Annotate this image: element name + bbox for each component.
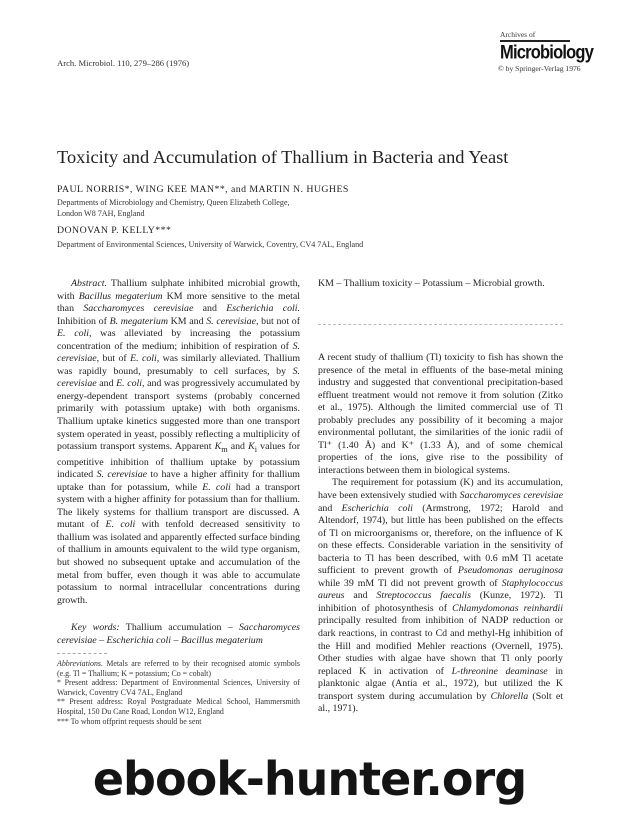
affiliation-1-line: Departments of Microbiology and Chemistry, Queen Elizabeth College, xyxy=(57,198,290,207)
author-list-2: DONOVAN P. KELLY*** xyxy=(57,225,172,236)
article-title: Toxicity and Accumulation of Thallium in Bacteria and Yeast xyxy=(57,147,509,167)
section-divider xyxy=(318,324,563,325)
journal-logo xyxy=(498,30,594,73)
keywords-continued: KM – Thallium toxicity – Potassium – Microbial growth. xyxy=(318,278,545,289)
footnote-abbreviations: Abbreviations. Metals are referred to by their recognised atomic symbols (e.g. Tl = Thallium; K = potassium; Co = cobalt) xyxy=(57,659,300,678)
footnote-2: ** Present address: Royal Postgraduate Medical School, Hammersmith Hospital, 150 Du Cane Road, London W12, England xyxy=(57,697,300,716)
footnote-3: *** To whom offprint requests should be sent xyxy=(57,716,202,726)
journal-reference: Arch. Microbiol. 110, 279–286 (1976) xyxy=(57,58,190,68)
logo-archives-text: Archives of xyxy=(500,30,536,39)
affiliation-2: Department of Environmental Sciences, University of Warwick, Coventry, CV4 7AL, England xyxy=(57,240,364,249)
keywords: Key words: Thallium accumulation – Saccharomyces cerevisiae – Escherichia coli – Bacillus megaterium xyxy=(57,622,301,646)
intro-paragraph-1: A recent study of thallium (Tl) toxicity to fish has shown the presence of the metal in effluents of the base-metal mining industry and suggested that conventional precipitation-based effluent treatment would not remove it from solution (Zitko et al., 1975). Although the limited commercial use of Tl probably precludes any possibility of it becoming a major environmental pollutant, the similarities of the ionic radii of Tl⁺ (1.40 Å) and K⁺ (1.33 Å), and of some chemical properties of the ions, give rise to the possibility of interactions between them in biological systems. xyxy=(318,352,563,476)
watermark-text: ebook-hunter.org xyxy=(92,752,527,806)
footnotes xyxy=(57,659,300,726)
abstract-text: Abstract. Thallium sulphate inhibited microbial growth, with Bacillus megaterium KM more sensitive to the metal than Saccharomyces cerevisiae and Escherichia coli. Inhibition of B. megaterium KM and S. cerevisiae, but not of E. coli, was alleviated by increasing the potassium concentration of the medium; inhibition of respiration of S. cerevisiae, but of E. coli, was similarly alleviated. Thallium was rapidly bound, presumably to cell surfaces, by S. cerevisiae and E. coli, and was progressively accumulated by energy-dependent transport systems (probably concerned primarily with potassium uptake) with both organisms. Thallium uptake kinetics suggested more than one transport system operated in yeast, possibly reflecting a multiplicity of potassium transport systems. Apparent $K_m$ and $K_i$ values for competitive inhibition of thallium uptake by potassium indicated S. cerevisiae to have a higher affinity for thallium uptake than for potassium, while E. coli had a transport system with a higher affinity for potassium than for thallium. The likely systems for thallium transport are discussed. A mutant of E. coli with tenfold decreased sensitivity to thallium was isolated and apparently effected surface binding of thallium in amounts equivalent to the wild type organism, but showed no subsequent uptake and accumulation of the metal from buffer, even though it was able to accumulate potassium to normal intracellular concentrations during growth. xyxy=(57,278,301,606)
affiliation-1-line: London W8 7AH, England xyxy=(57,208,145,218)
introduction xyxy=(318,352,563,716)
affiliation-1 xyxy=(57,198,290,219)
logo-microbiology: Microbiology xyxy=(500,41,594,63)
author-list-1: PAUL NORRIS*, WING KEE MAN**, and MARTIN N. HUGHES xyxy=(57,184,349,195)
keywords-label: Key words: xyxy=(71,622,120,633)
footnote-divider xyxy=(57,653,107,654)
copyright-notice: © by Springer-Verlag 1976 xyxy=(498,63,581,73)
abstract-label: Abstract. xyxy=(71,278,107,289)
abstract xyxy=(57,278,300,607)
intro-paragraph-2: The requirement for potassium (K) and its accumulation, have been extensively studied with Saccharomyces cerevisiae and Escherichia coli (Armstrong, 1972; Harold and Altendorf, 1974), but little has been published on the effects of Tl on microorganisms or, therefore, on the influence of K on these effects. Considerable variation in the sensitivity of bacteria to Tl has been described, with 0.6 mM Tl acetate sufficient to prevent growth of Pseudomonas aeruginosa while 39 mM Tl did not prevent growth of Staphylococcus aureus and Streptococcus faecalis (Kunze, 1972). Tl inhibition of photosynthesis of Chlamydomonas reinhardii principally resulted from inhibition of NADP reduction or dark reactions, in contrast to Cd and methyl-Hg inhibition of the Hill and modified Mehler reactions (Overnell, 1975). Other studies with algae have shown that Tl only poorly replaced K in activation of L-threonine deaminase in planktonic algae (Antia et al., 1972), but utilized the K transport system during accumulation by Chlorella (Solt et al., 1971). xyxy=(318,477,564,715)
footnote-1: * Present address: Department of Environmental Sciences, University of Warwick, Coventry CV4 7AL, England xyxy=(57,678,300,697)
